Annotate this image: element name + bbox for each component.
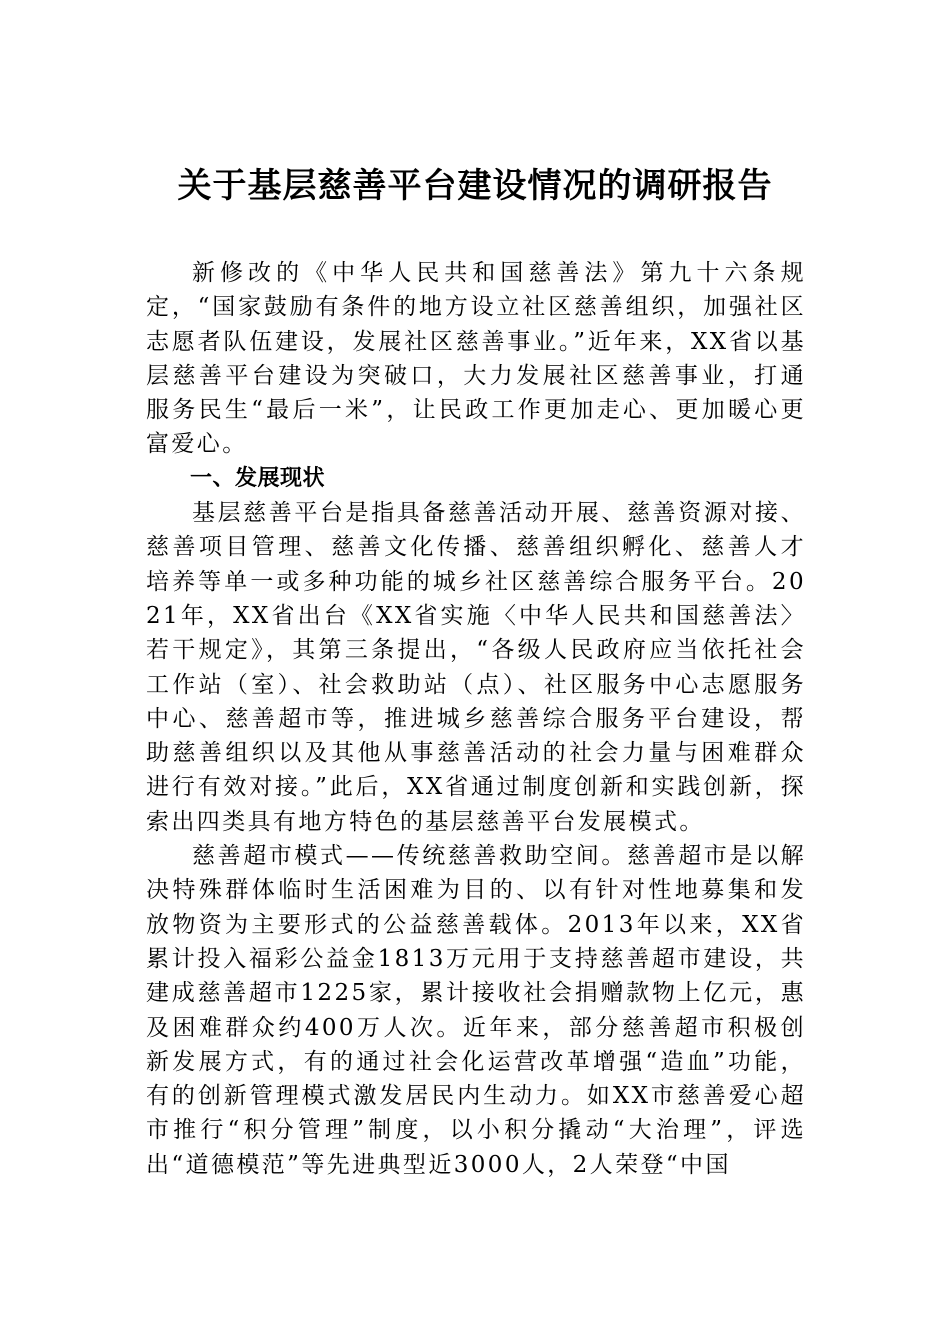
intro-paragraph: 新修改的《中华人民共和国慈善法》第九十六条规定，“国家鼓励有条件的地方设立社区慈善组织，加强社区志愿者队伍建设，发展社区慈善事业。”近年来，XX省以基层慈善平台建设为突破口，大力发展社区慈善事业，打通服务民生“最后一米”，让民政工作更加走心、更加暖心更富爱心。 <box>146 260 806 458</box>
section-heading: 一、发展现状 <box>190 465 326 491</box>
body-paragraph: 慈善超市模式——传统慈善救助空间。慈善超市是以解决特殊群体临时生活困难为目的、以有针对性地募集和发放物资为主要形式的公益慈善载体。2013年以来，XX省累计投入福彩公益金1813万元用于支持慈善超市建设，共建成慈善超市1225家，累计接收社会捐赠款物上亿元，惠及困难群众约400万人次。近年来，部分慈善超市积极创新发展方式，有的通过社会化运营改革增强“造血”功能，有的创新管理模式激发居民内生动力。如XX市慈善爱心超市推行“积分管理”制度，以小积分撬动“大治理”，评选出“道德模范”等先进典型近3000人，2人荣登“中国 <box>146 843 806 1178</box>
document-body <box>146 256 806 1182</box>
document-title: 关于基层慈善平台建设情况的调研报告 <box>177 166 773 206</box>
body-paragraph: 基层慈善平台是指具备慈善活动开展、慈善资源对接、慈善项目管理、慈善文化传播、慈善组织孵化、慈善人才培养等单一或多种功能的城乡社区慈善综合服务平台。2021年，XX省出台《XX省实施〈中华人民共和国慈善法〉若干规定》，其第三条提出，“各级人民政府应当依托社会工作站（室）、社会救助站（点）、社区服务中心志愿服务中心、慈善超市等，推进城乡慈善综合服务平台建设，帮助慈善组织以及其他从事慈善活动的社会力量与困难群众进行有效对接。”此后，XX省通过制度创新和实践创新，探索出四类具有地方特色的基层慈善平台发展模式。 <box>146 500 806 835</box>
